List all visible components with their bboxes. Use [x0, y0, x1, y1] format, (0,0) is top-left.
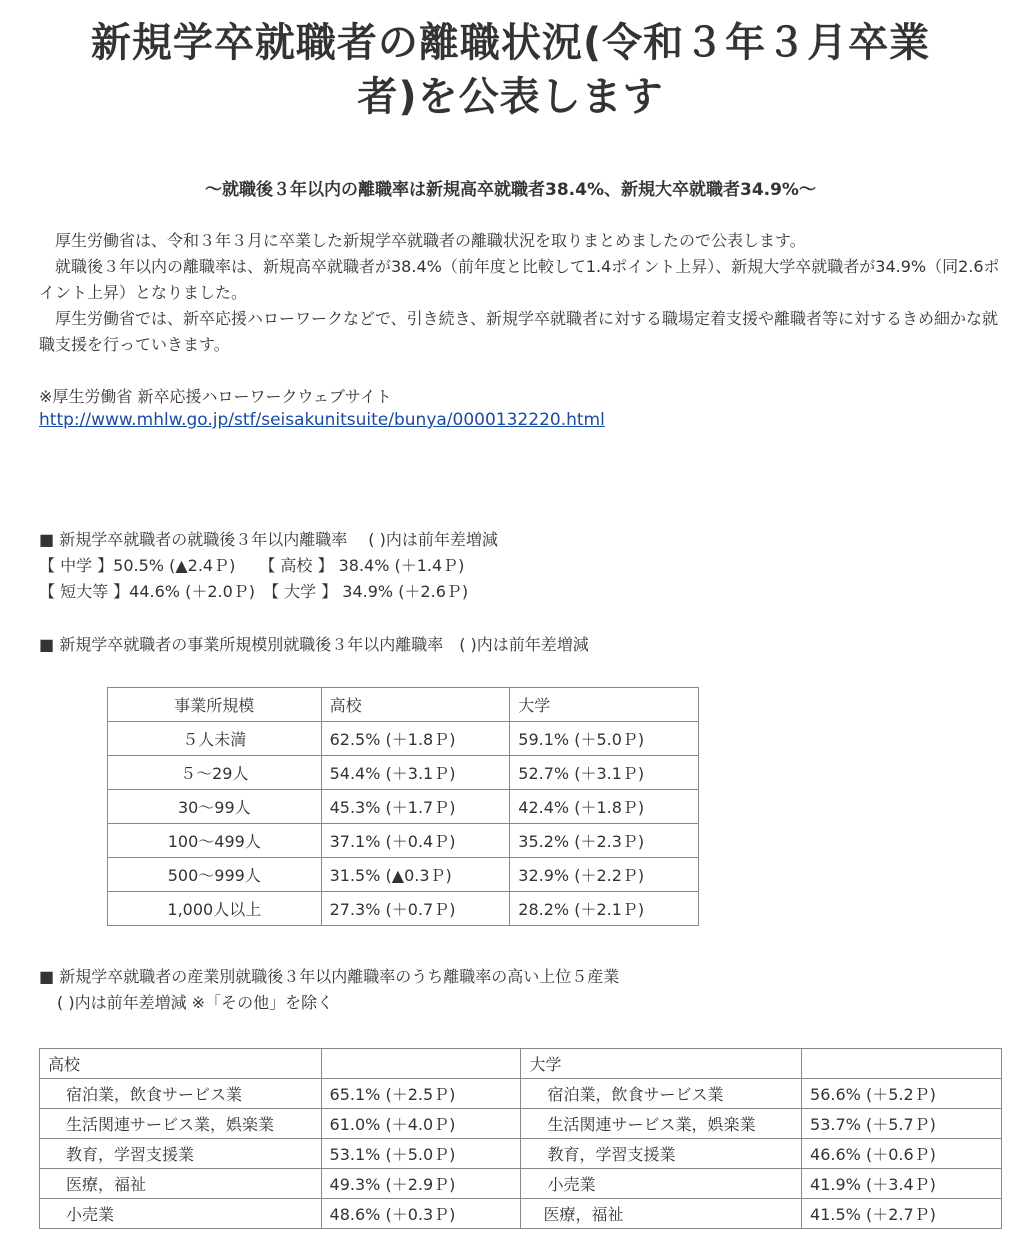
website-link[interactable]: http://www.mhlw.go.jp/stf/seisakunitsuite/bunya/0000132220.html: [39, 410, 605, 430]
table-cell: 宿泊業，飲食サービス業: [40, 1079, 322, 1109]
table-cell: 1,000人以上: [108, 892, 322, 926]
paragraph-3: 厚生労働省では、新卒応援ハローワークなどで、引き続き、新規学卒就職者に対する職場定着支援や離職者等に対するきめ細かな就職支援を行っていきます。: [39, 309, 999, 354]
table-row: [108, 756, 699, 790]
table-cell: 62.5% (＋1.8Ｐ): [321, 722, 510, 756]
table-cell: 27.3% (＋0.7Ｐ): [321, 892, 510, 926]
size-table: [107, 687, 699, 926]
table-row: [108, 824, 699, 858]
table-cell: 46.6% (＋0.6Ｐ): [802, 1139, 1002, 1169]
table-cell: 宿泊業，飲食サービス業: [521, 1079, 802, 1109]
website-note: ※厚生労働省 新卒応援ハローワークウェブサイト: [39, 387, 392, 406]
title-line-2: 者)を公表します: [357, 74, 664, 120]
table-cell: 48.6% (＋0.3Ｐ): [321, 1199, 521, 1229]
paragraph-2: 就職後３年以内の離職率は、新規高卒就職者が38.4%（前年度と比較して1.4ポイント上昇）、新規大学卒就職者が34.9%（同2.6ポイント上昇）となりました。: [39, 257, 1000, 302]
industry-table: [39, 1048, 1002, 1229]
table-cell: 37.1% (＋0.4Ｐ): [321, 824, 510, 858]
table-row: [40, 1079, 1002, 1109]
table-cell: 41.5% (＋2.7Ｐ): [802, 1199, 1002, 1229]
table-cell: ５人未満: [108, 722, 322, 756]
table-cell: 100～499人: [108, 824, 322, 858]
table-cell: 医療，福祉: [40, 1169, 322, 1199]
table-cell: 生活関連サービス業，娯楽業: [40, 1109, 322, 1139]
table-header-cell: [321, 1049, 521, 1079]
section3-subheading: ( )内は前年差増減 ※「その他」を除く: [57, 993, 334, 1012]
table-cell: 小売業: [521, 1169, 802, 1199]
table-cell: 42.4% (＋1.8Ｐ): [510, 790, 699, 824]
page-subtitle: ～就職後３年以内の離職率は新規高卒就職者38.4%、新規大卒就職者34.9%～: [205, 180, 816, 200]
table-cell: 53.7% (＋5.7Ｐ): [802, 1109, 1002, 1139]
table-cell: 32.9% (＋2.2Ｐ): [510, 858, 699, 892]
table-header-cell: 大学: [510, 688, 699, 722]
table-cell: 59.1% (＋5.0Ｐ): [510, 722, 699, 756]
table-cell: 61.0% (＋4.0Ｐ): [321, 1109, 521, 1139]
table-cell: 31.5% (▲0.3Ｐ): [321, 858, 510, 892]
table-cell: 30～99人: [108, 790, 322, 824]
table-row: [108, 858, 699, 892]
table-cell: 53.1% (＋5.0Ｐ): [321, 1139, 521, 1169]
table-header-cell: 高校: [321, 688, 510, 722]
table-header-cell: [802, 1049, 1002, 1079]
body-text: [39, 228, 1004, 358]
table-cell: 45.3% (＋1.7Ｐ): [321, 790, 510, 824]
table-cell: 28.2% (＋2.1Ｐ): [510, 892, 699, 926]
table-cell: 35.2% (＋2.3Ｐ): [510, 824, 699, 858]
page-title: [40, 16, 981, 124]
table-cell: 41.9% (＋3.4Ｐ): [802, 1169, 1002, 1199]
table-cell: 52.7% (＋3.1Ｐ): [510, 756, 699, 790]
table-header-row: [108, 688, 699, 722]
table-cell: 教育，学習支援業: [521, 1139, 802, 1169]
table-cell: 49.3% (＋2.9Ｐ): [321, 1169, 521, 1199]
table-row: [108, 790, 699, 824]
section2-heading: ■ 新規学卒就職者の事業所規模別就職後３年以内離職率 ( )内は前年差増減: [39, 635, 589, 654]
table-header-cell: 大学: [521, 1049, 802, 1079]
table-header-row: [40, 1049, 1002, 1079]
table-cell: 教育，学習支援業: [40, 1139, 322, 1169]
table-row: [40, 1169, 1002, 1199]
section3-heading: ■ 新規学卒就職者の産業別就職後３年以内離職率のうち離職率の高い上位５産業: [39, 967, 620, 986]
title-line-1: 新規学卒就職者の離職状況(令和３年３月卒業: [90, 20, 931, 66]
table-header-cell: 事業所規模: [108, 688, 322, 722]
section1-heading: ■ 新規学卒就職者の就職後３年以内離職率 ( )内は前年差増減: [39, 530, 498, 549]
table-row: [108, 722, 699, 756]
table-row: [40, 1199, 1002, 1229]
table-row: [40, 1139, 1002, 1169]
table-header-cell: 高校: [40, 1049, 322, 1079]
table-row: [40, 1109, 1002, 1139]
table-cell: 小売業: [40, 1199, 322, 1229]
table-cell: 生活関連サービス業，娯楽業: [521, 1109, 802, 1139]
section1-row-2: 【 短大等 】44.6% (＋2.0Ｐ) 【 大学 】 34.9% (＋2.6Ｐ): [39, 582, 469, 601]
table-cell: 54.4% (＋3.1Ｐ): [321, 756, 510, 790]
table-cell: 医療，福祉: [521, 1199, 802, 1229]
table-cell: ５～29人: [108, 756, 322, 790]
section1-row-1: 【 中学 】50.5% (▲2.4Ｐ) 【 高校 】 38.4% (＋1.4Ｐ): [39, 556, 465, 575]
table-cell: 500～999人: [108, 858, 322, 892]
table-cell: 65.1% (＋2.5Ｐ): [321, 1079, 521, 1109]
table-row: [108, 892, 699, 926]
table-cell: 56.6% (＋5.2Ｐ): [802, 1079, 1002, 1109]
paragraph-1: 厚生労働省は、令和３年３月に卒業した新規学卒就職者の離職状況を取りまとめましたので公表します。: [39, 231, 806, 250]
